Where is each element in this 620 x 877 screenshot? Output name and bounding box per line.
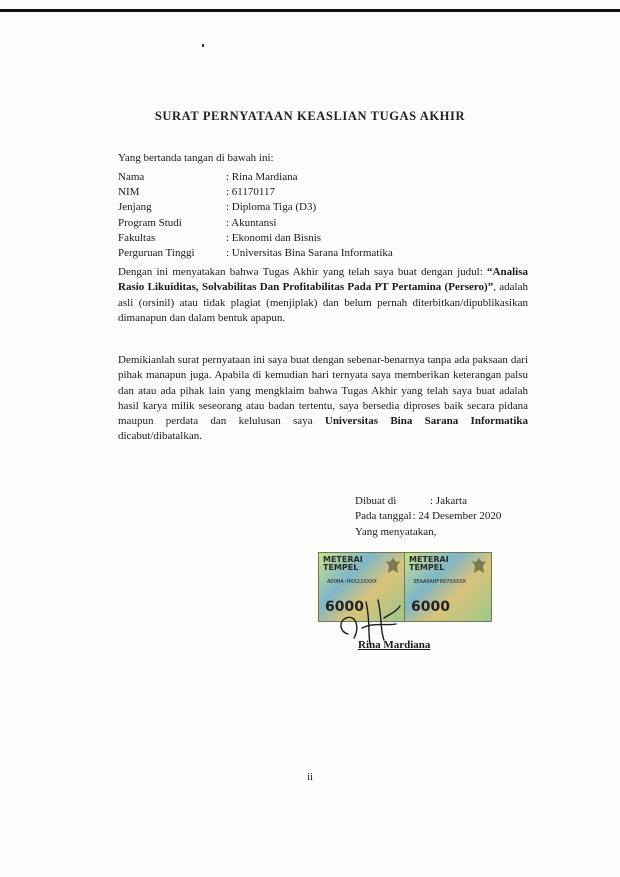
date-row xyxy=(355,509,501,524)
date-label: Pada tanggal xyxy=(355,510,412,523)
closing-text: Yang menyatakan, xyxy=(355,525,437,538)
field-value: : Diploma Tiga (D3) xyxy=(226,201,317,214)
field-value: : Akuntansi xyxy=(226,216,277,229)
page-title: SURAT PERNYATAAN KEASLIAN TUGAS AKHIR xyxy=(154,109,466,123)
paragraph-text: Dengan ini menyatakan bahwa Tugas Akhir yang telah saya buat dengan judul: xyxy=(118,266,488,278)
field-value: : Rina Mardiana xyxy=(226,171,298,183)
field-label: Perguruan Tinggi xyxy=(118,246,195,259)
scan-edge xyxy=(0,9,620,12)
place-label: Dibuat di xyxy=(355,495,397,507)
field-row-nim xyxy=(118,185,393,200)
field-value: : 61170117 xyxy=(226,186,275,199)
university-name: Universitas Bina Sarana Informatika xyxy=(324,415,528,428)
field-label: Jenjang xyxy=(118,201,152,214)
date-value: : 24 Desember 2020 xyxy=(412,510,502,523)
stamp-value: 6000 xyxy=(411,599,450,615)
field-value: : Universitas Bina Sarana Informatika xyxy=(226,246,393,259)
field-value: : Ekonomi dan Bisnis xyxy=(226,231,322,244)
field-row-jenjang xyxy=(118,200,393,215)
stamp-serial: ADOHA-HXX22XXXX xyxy=(327,579,377,585)
place-row xyxy=(355,494,501,509)
paragraph-text: Demikianlah surat pernyataan ini saya buat dengan sebenar-benarnya tanpa ada paksaan dari pihak manapun juga. Apabila di kemudian hari ternyata saya memberikan keterangan palsu dan atau ada pihak lain yang mengklaim bahwa Tugas Akhir yang telah saya buat adalah hasil karya milik seseorang atau badan tertentu, saya bersedia diproses baik secara pidana maupun perdata dan kelulusan saya xyxy=(118,354,528,428)
identity-fields xyxy=(118,170,393,261)
closing-paragraph xyxy=(118,353,528,445)
field-row-nama xyxy=(118,170,393,185)
page-number: ii xyxy=(306,771,314,783)
garuda-emblem-icon xyxy=(471,557,487,575)
field-label: Program Studi xyxy=(118,216,182,229)
paragraph-text: , adalah asli (orsinil) atau tidak plagiat (menjiplak) dan belum pernah diterbitkan/dipublikasikan dimanapun dan dalam bentuk apapun. xyxy=(118,281,528,324)
paragraph-text: dicabut/dibatalkan. xyxy=(118,430,202,443)
signature-block xyxy=(355,494,501,540)
stamp-heading: METERAI TEMPEL xyxy=(409,555,449,572)
stamp-serial: 3EAA6AHF097XXXXX xyxy=(413,579,466,585)
garuda-emblem-icon xyxy=(385,557,401,575)
thesis-title: “Analisa Rasio Likuiditas, Solvabilitas Dan Profitabilitas Pada PT Pertamina (Persero)” xyxy=(118,266,528,294)
field-row-program-studi xyxy=(118,216,393,231)
intro-text: Yang bertanda tangan di bawah ini: xyxy=(118,152,274,164)
scan-speck xyxy=(202,44,204,47)
field-row-fakultas xyxy=(118,231,393,246)
field-row-perguruan-tinggi xyxy=(118,246,393,261)
place-value: : Jakarta xyxy=(430,495,467,507)
signer-name: Rina Mardiana xyxy=(358,639,431,651)
field-label: Fakultas xyxy=(118,231,156,244)
field-label: Nama xyxy=(118,171,145,183)
field-label: NIM xyxy=(118,186,140,199)
declaration-paragraph xyxy=(118,265,528,326)
stamp-heading: METERAI TEMPEL xyxy=(323,555,363,572)
stamp-value: 6000 xyxy=(325,599,364,615)
